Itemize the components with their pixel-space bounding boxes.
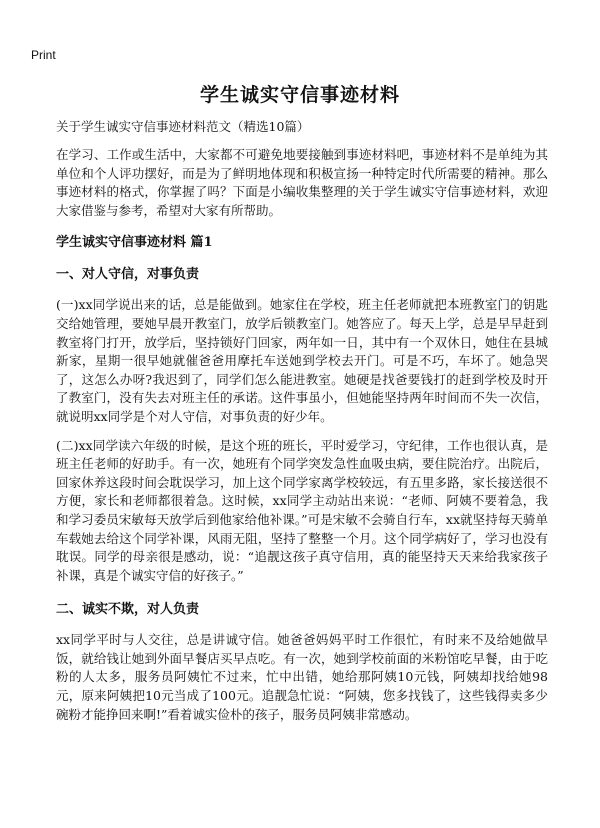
paragraph-3: xx同学平时与人交往，总是讲诚守信。她爸爸妈妈平时工作很忙，有时来不及给她做早饭，就给钱让她到外面早餐店买早点吃。有一次，她到学校前面的米粉馆吃早餐，由于吃粉的人太多，服务员阿姨忙不过来，忙中出错，她给那阿姨10元钱，阿姨却找给她98元，原来阿姨把10元当成了100元。追靓急忙说：“阿姨，您多找钱了，这些钱得卖多少碗粉才能挣回来啊!”看着诚实俭朴的孩子，服务员阿姨非常感动。 xyxy=(56,632,548,722)
section-heading-1: 一、对人守信，对事负责 xyxy=(56,267,200,283)
document-body xyxy=(56,118,548,734)
section-heading-2: 二、诚实不欺，对人负责 xyxy=(56,602,200,618)
paragraph-1: (一)xx同学说出来的话，总是能做到。她家住在学校，班主任老师就把本班教室门的钥匙交给她管理，要她早晨开教室门，放学后锁教室门。她答应了。每天上学，总是早早赶到教室将门打开，放学后，坚持锁好门回家，两年如一日，其中有一个双休日，她住在县城新家，星期一很早她就催爸爸用摩托车送她到学校去开门。可是不巧，车坏了。她急哭了，这怎么办呀?我迟到了，同学们怎么能进教室。她硬是找爸要钱打的赶到学校及时开了教室门，没有失去对班主任的承诺。这件事虽小，但她能坚持两年时间而不失一次信，就说明xx同学是个对人守信，对事负责的好少年。 xyxy=(56,297,548,424)
paragraph-2: (二)xx同学读六年级的时候，是这个班的班长，平时爱学习，守纪律，工作也很认真，是班主任老师的好助手。有一次，她班有个同学突发急性血吸虫病，要住院治疗。出院后，回家休养这段时间会耽误学习，加上这个同学家离学校较远，有五里多路，家长接送很不方便，家长和老师都很着急。这时候，xx同学主动站出来说：“老师、阿姨不要着急，我和学习委员宋敏每天放学后到他家给他补课。”可是宋敏不会骑自行车，xx就坚持每天骑单车载她去给这个同学补课，风雨无阻，坚持了整整一个月。这个同学病好了，学习也没有耽误。同学的母亲很是感动，说：“追靓这孩子真守信用，真的能坚持天天来给我家孩子补课，真是个诚实守信的好孩子。” xyxy=(56,437,548,583)
intro-paragraph: 在学习、工作或生活中，大家都不可避免地要接触到事迹材料吧，事迹材料不是单纯为其单位和个人评功摆好，而是为了鲜明地体现和积极宣扬一种特定时代所需要的精神。那么事迹材料的格式，你掌握了吗？下面是小编收集整理的关于学生诚实守信事迹材料，欢迎大家借鉴与参考，希望对大家有所帮助。 xyxy=(56,147,548,218)
print-label: Print xyxy=(31,48,56,62)
document-title: 学生诚实守信事迹材料 xyxy=(199,84,400,106)
article-heading: 学生诚实守信事迹材料 篇1 xyxy=(56,235,213,251)
document-subtitle: 关于学生诚实守信事迹材料范文（精选10篇） xyxy=(56,119,310,134)
